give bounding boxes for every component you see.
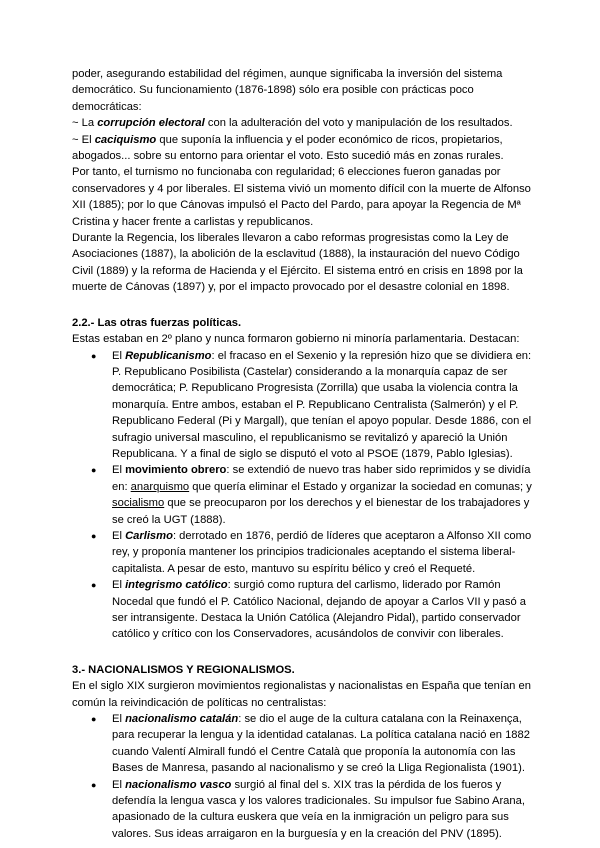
- term-nacionalismo-catalan: nacionalismo catalán: [125, 713, 239, 726]
- term-corrupcion-electoral: corrupción electoral: [97, 117, 205, 130]
- term-integrismo-catolico: integrismo católico: [125, 579, 228, 592]
- section-intro-3: En el siglo XIX surgieron movimientos regionalistas y nacionalistas en España que tenían en común la reivindicación de políticas no centralistas:: [72, 680, 531, 709]
- section-heading-2-2: 2.2.- Las otras fuerzas políticas.: [72, 316, 242, 329]
- list-item-nacionalismo-vasco: ● El nacionalismo vasco surgió al final del s. XIX tras la pérdida de los fueros y defendía la lengua vasca y los valores tradicionales. Su impulsor fue Sabino Arana, apasionado de la cultura euskera que veía en la inmigración un peligro para sus valores. Sus ideas arraigaron en la burguesía y en la creación del PNV (1895).: [72, 777, 534, 843]
- list-item-republicanismo: ● El Republicanismo: el fracaso en el Sexenio y la represión hizo que se dividiera en: P. Republicano Posibilista (Castelar) considerando a la monarquía capaz de ser democrática; P. Republicano Progresista (Zorrilla) que usaba la violencia contra la monarquía. Entre ambos, estaban el P. Republicano Centralista (Salmerón) y el P. Republicano Federal (Pi y Margall), que tenían el apoyo popular. Desde 1886, con el sufragio universal masculino, el republicanismo se revitalizó y apareció la Unión Republicana. Y a final de siglo se disputó el voto al PSOE (1879, Pablo Iglesias).: [72, 348, 534, 463]
- paragraph-regencia: Durante la Regencia, los liberales llevaron a cabo reformas progresistas como la Ley de Asociaciones (1887), la abolición de la esclavitud (1888), la instauración del nuevo Código Civil (1889) y la reforma de Hacienda y el Ejército. El sistema entró en crisis en 1898 por la muerte de Cánovas (1897) y, por el impacto provocado por el desastre colonial en 1898.: [72, 232, 523, 294]
- term-republicanismo: Republicanismo: [125, 349, 212, 362]
- section-intro-2-2: Estas estaban en 2º plano y nunca formaron gobierno ni minoría parlamentaria. Destacan:: [72, 333, 520, 346]
- list-item-nacionalismo-catalan: ● El nacionalismo catalán: se dio el auge de la cultura catalana con la Reinaxença, para recuperar la lengua y la identidad catalanas. La política catalana nació en 1882 cuando Valentí Almirall fundó el Centre Català que proponía la autonomía con las Bases de Manresa, pasando al nacionalismo y se creó la Lliga Regionalista (1901).: [72, 711, 534, 777]
- term-caciquismo: caciquismo: [94, 133, 157, 146]
- document-page: [72, 66, 534, 842]
- paragraph-regime: poder, asegurando estabilidad del régimen, aunque significaba la inversión del sistema democrático. Su funcionamiento (1876-1898) sólo era posible con prácticas poco democráticas:: [72, 68, 503, 113]
- list-item-carlismo: ● El Carlismo: derrotado en 1876, perdió de líderes que aceptaron a Alfonso XII como rey, y proponía mantener los principios tradicionales aceptando el sistema liberal-capitalista. A pesar de esto, mantuvo su espíritu bélico y creó el Requeté.: [72, 528, 534, 577]
- term-socialismo: socialismo: [112, 497, 165, 510]
- bullet-list-nacionalismos: [72, 711, 534, 842]
- paragraph-electoral-corruption: ~ La corrupción electoral con la adulteración del voto y manipulación de los resultados.: [72, 117, 513, 130]
- list-item-movimiento-obrero: ● El movimiento obrero: se extendió de nuevo tras haber sido reprimidos y se dividía en: anarquismo que quería eliminar el Estado y organizar la sociedad en comunas; y socialismo que se preocuparon por los derechos y el bienestar de los trabajadores y se creó la UGT (1888).: [72, 462, 534, 528]
- term-carlismo: Carlismo: [125, 529, 173, 542]
- paragraph-caciquismo: ~ El caciquismo que suponía la influencia y el poder económico de ricos, propietarios, abogados... sobre su entorno para orientar el voto. Esto sucedió más en zonas rurales.: [72, 133, 504, 163]
- paragraph-turnismo: Por tanto, el turnismo no funcionaba con regularidad; 6 elecciones fueron ganadas por conservadores y 4 por liberales. El sistema vivió un momento difícil con la muerte de Alfonso XII (1885); por lo que Cánovas impulsó el Pacto del Pardo, para apoyar la Regencia de Mª Cristina y hacer frente a carlistas y republicanos.: [72, 166, 531, 228]
- bullet-list-fuerzas: [72, 348, 534, 643]
- term-movimiento-obrero: movimiento obrero: [125, 464, 227, 477]
- term-nacionalismo-vasco: nacionalismo vasco: [125, 778, 232, 791]
- term-anarquismo: anarquismo: [130, 480, 190, 493]
- section-heading-3: 3.- NACIONALISMOS Y REGIONALISMOS.: [72, 663, 295, 676]
- list-item-integrismo: ● El integrismo católico: surgió como ruptura del carlismo, liderado por Ramón Nocedal que fundó el P. Católico Nacional, dejando de apoyar a Carlos VII y pasó a ser intransigente. Destaca la Unión Católica (Alejandro Pidal), partido conservador católico y crítico con los Conservadores, acusándolos de convivir con liberales.: [72, 577, 534, 643]
